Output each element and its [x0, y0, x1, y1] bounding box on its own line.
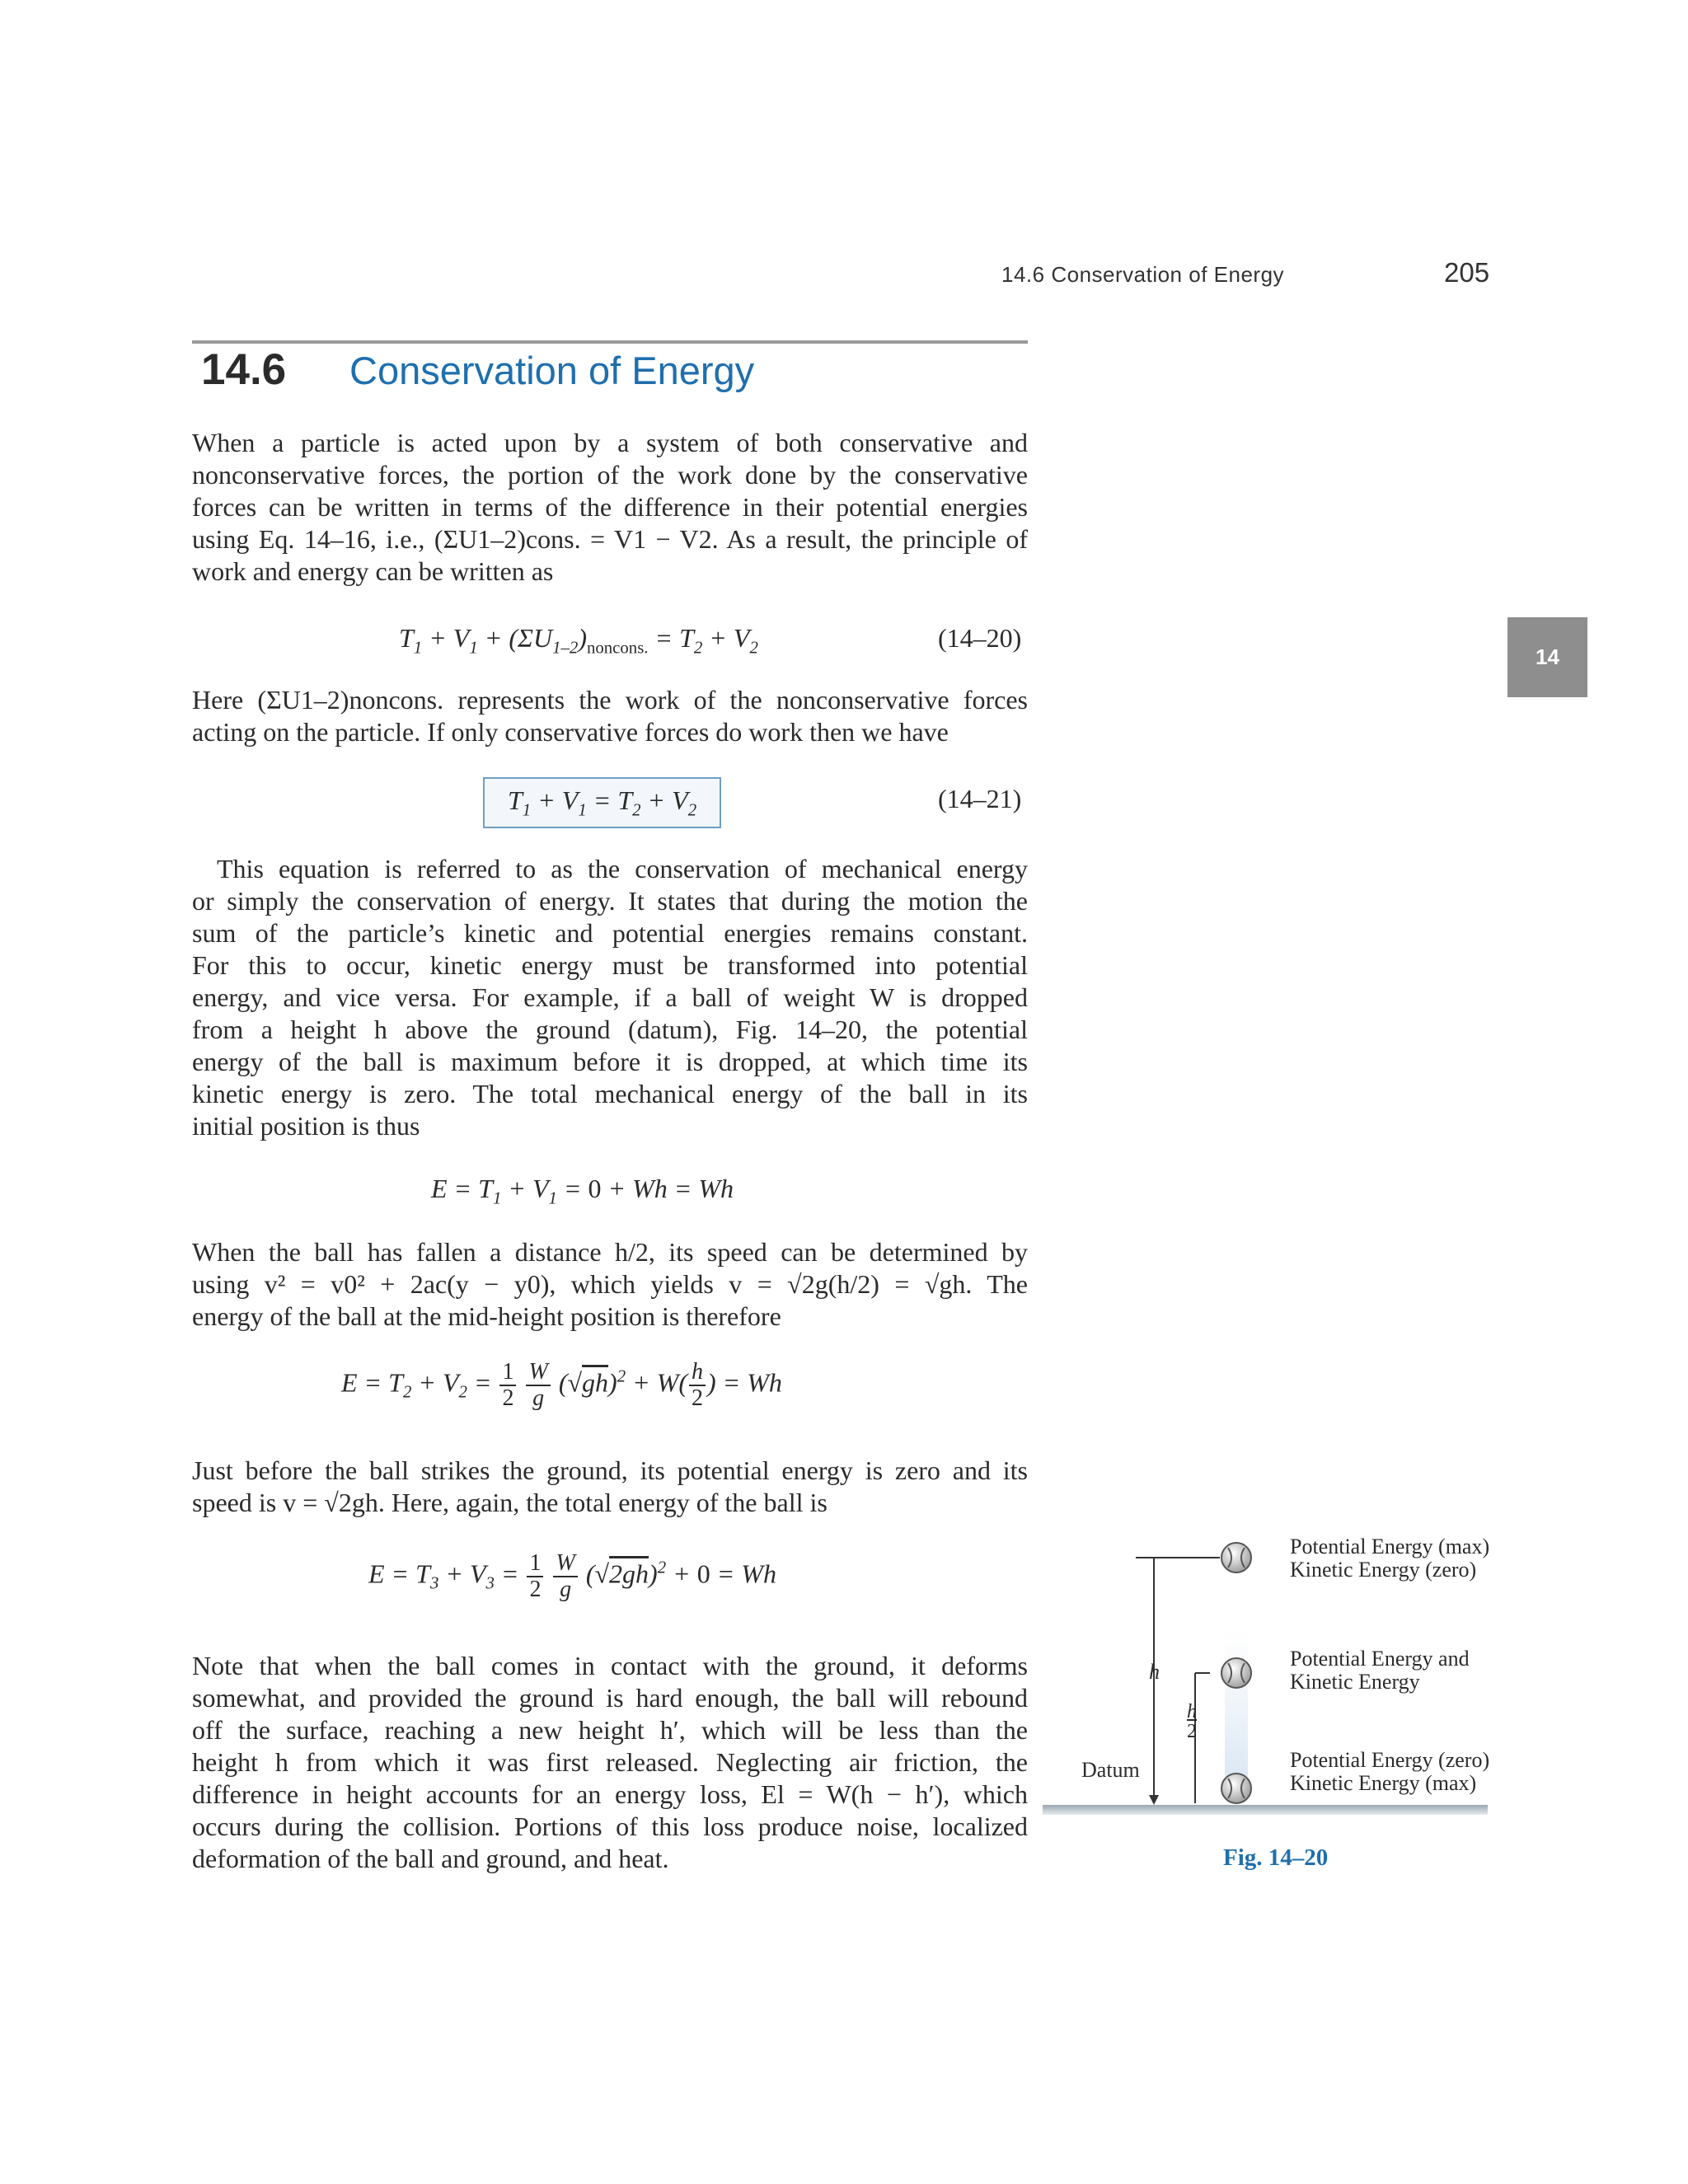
text-line: When a particle is acted upon by a system of both conservative and — [192, 428, 1028, 457]
text-line: Just before the ball strikes the ground, its potential energy is zero and its — [192, 1455, 1028, 1485]
text-line: kinetic energy is zero. The total mechanical energy of the ball in its — [192, 1079, 1028, 1108]
text-line: or simply the conservation of energy. It states that during the motion the — [192, 886, 1028, 916]
label-bottom-kinetic: Kinetic Energy (max) — [1290, 1771, 1477, 1795]
heading-rule — [192, 340, 1028, 344]
text-line: For this to occur, kinetic energy must be transformed into potential — [192, 950, 1028, 980]
text-line: somewhat, and provided the ground is hard enough, the ball will rebound — [192, 1683, 1028, 1713]
label-mid-kinetic: Kinetic Energy — [1290, 1670, 1420, 1694]
equation-14-20: $T_1 + V_1 + (\Sigma U_{1-2})_{noncons.} = T_2 + V_2$ — [399, 623, 758, 658]
text-line: speed is v = √2gh. Here, again, the total energy of the ball is — [192, 1488, 828, 1517]
text-line: Note that when the ball comes in contact with the ground, it deforms — [192, 1651, 1028, 1680]
text-line: deformation of the ball and ground, and heat. — [192, 1844, 669, 1873]
text-line: occurs during the collision. Portions of this loss produce noise, localized — [192, 1811, 1028, 1841]
running-head: 14.6 Conservation of Energy — [1001, 262, 1285, 287]
equation-energy-mid: $E = T_2 + V_2$ = $\frac{1}{2}$ $\frac{W}{g}$ $(√gh)^2 + W$( $\frac{h}{2}$ ) = Wh — [341, 1359, 782, 1411]
text-line: Here (ΣU1–2)noncons. represents the work of the nonconservative forces — [192, 685, 1028, 715]
text-line: energy of the ball at the mid-height position is therefore — [192, 1301, 781, 1331]
text-line: energy, and vice versa. For example, if a ball of weight W is dropped — [192, 982, 1028, 1012]
text-line: height h from which it was first released. Neglecting air friction, the — [192, 1747, 1028, 1777]
text-line: energy of the ball is maximum before it is dropped, at which time its — [192, 1047, 1028, 1076]
datum-label: Datum — [1081, 1758, 1140, 1782]
half-height-numerator: h — [1187, 1701, 1197, 1722]
paragraph-conservation — [192, 853, 1028, 885]
text-line: using Eq. 14–16, i.e., (ΣU1–2)cons. = V1 − V2. As a result, the principle of — [192, 524, 1028, 554]
text-line: difference in height accounts for an energy loss, El = W(h − h′), which — [192, 1779, 1028, 1809]
label-top-potential: Potential Energy (max) — [1290, 1535, 1490, 1558]
arrow-head — [1149, 1795, 1159, 1805]
label-bottom-potential: Potential Energy (zero) — [1290, 1748, 1490, 1772]
text-line: acting on the particle. If only conservative forces do work then we have — [192, 717, 949, 747]
figure-caption: Fig. 14–20 — [1223, 1844, 1329, 1871]
ball-top-icon — [1221, 1543, 1251, 1572]
equation-number: (14–21) — [938, 784, 1022, 813]
paragraph-conservation-cont — [192, 885, 1028, 1142]
height-label: h — [1149, 1660, 1160, 1684]
text-line: initial position is thus — [192, 1111, 420, 1141]
half-height-denominator: 2 — [1187, 1721, 1197, 1742]
text-line: using v² = v0² + 2ac(y − y0), which yields v = √2g(h/2) = √gh. The — [192, 1269, 1028, 1299]
equation-energy-ground: $E = T_3 + V_3$ = $\frac{1}{2}$ $\frac{W}{g}$ $(√2gh)^2 + 0 = Wh$ — [368, 1550, 776, 1602]
paragraph-collision — [192, 1650, 1028, 1875]
text-line: This equation is referred to as the conservation of mechanical energy — [217, 854, 1028, 883]
motion-trail — [1225, 1632, 1248, 1797]
text-line: forces can be written in terms of the difference in their potential energies — [192, 492, 1028, 522]
label-top-kinetic: Kinetic Energy (zero) — [1290, 1558, 1477, 1582]
label-mid-potential: Potential Energy and — [1290, 1647, 1470, 1671]
paragraph-ground — [192, 1455, 1028, 1519]
equation-energy-initial: $E = T_1 + V_1 = 0 + Wh = Wh$ — [431, 1174, 734, 1208]
section-title: Conservation of Energy — [349, 349, 755, 392]
chapter-tab[interactable]: 14 — [1507, 617, 1587, 697]
text-line: nonconservative forces, the portion of the work done by the conservative — [192, 460, 1028, 490]
ground-surface — [1043, 1805, 1488, 1815]
paragraph-midheight — [192, 1236, 1028, 1333]
text-line: sum of the particle’s kinetic and potential energies remains constant. — [192, 918, 1028, 948]
ball-mid-icon — [1221, 1658, 1251, 1688]
equation-number: (14–20) — [938, 623, 1022, 653]
paragraph-intro — [192, 427, 1028, 588]
section-number: 14.6 — [201, 345, 287, 394]
text-line: When the ball has fallen a distance h/2, its speed can be determined by — [192, 1237, 1028, 1267]
ball-bottom-icon — [1221, 1774, 1251, 1803]
page-number: 205 — [1444, 257, 1490, 288]
text-line: from a height h above the ground (datum), Fig. 14–20, the potential — [192, 1015, 1028, 1044]
paragraph-noncons — [192, 684, 1028, 748]
text-line: off the surface, reaching a new height h′, which will be less than the — [192, 1715, 1028, 1745]
text-line: work and energy can be written as — [192, 556, 554, 586]
equation-14-21: $T_1 + V_1 = T_2 + V_2$ — [483, 777, 721, 828]
